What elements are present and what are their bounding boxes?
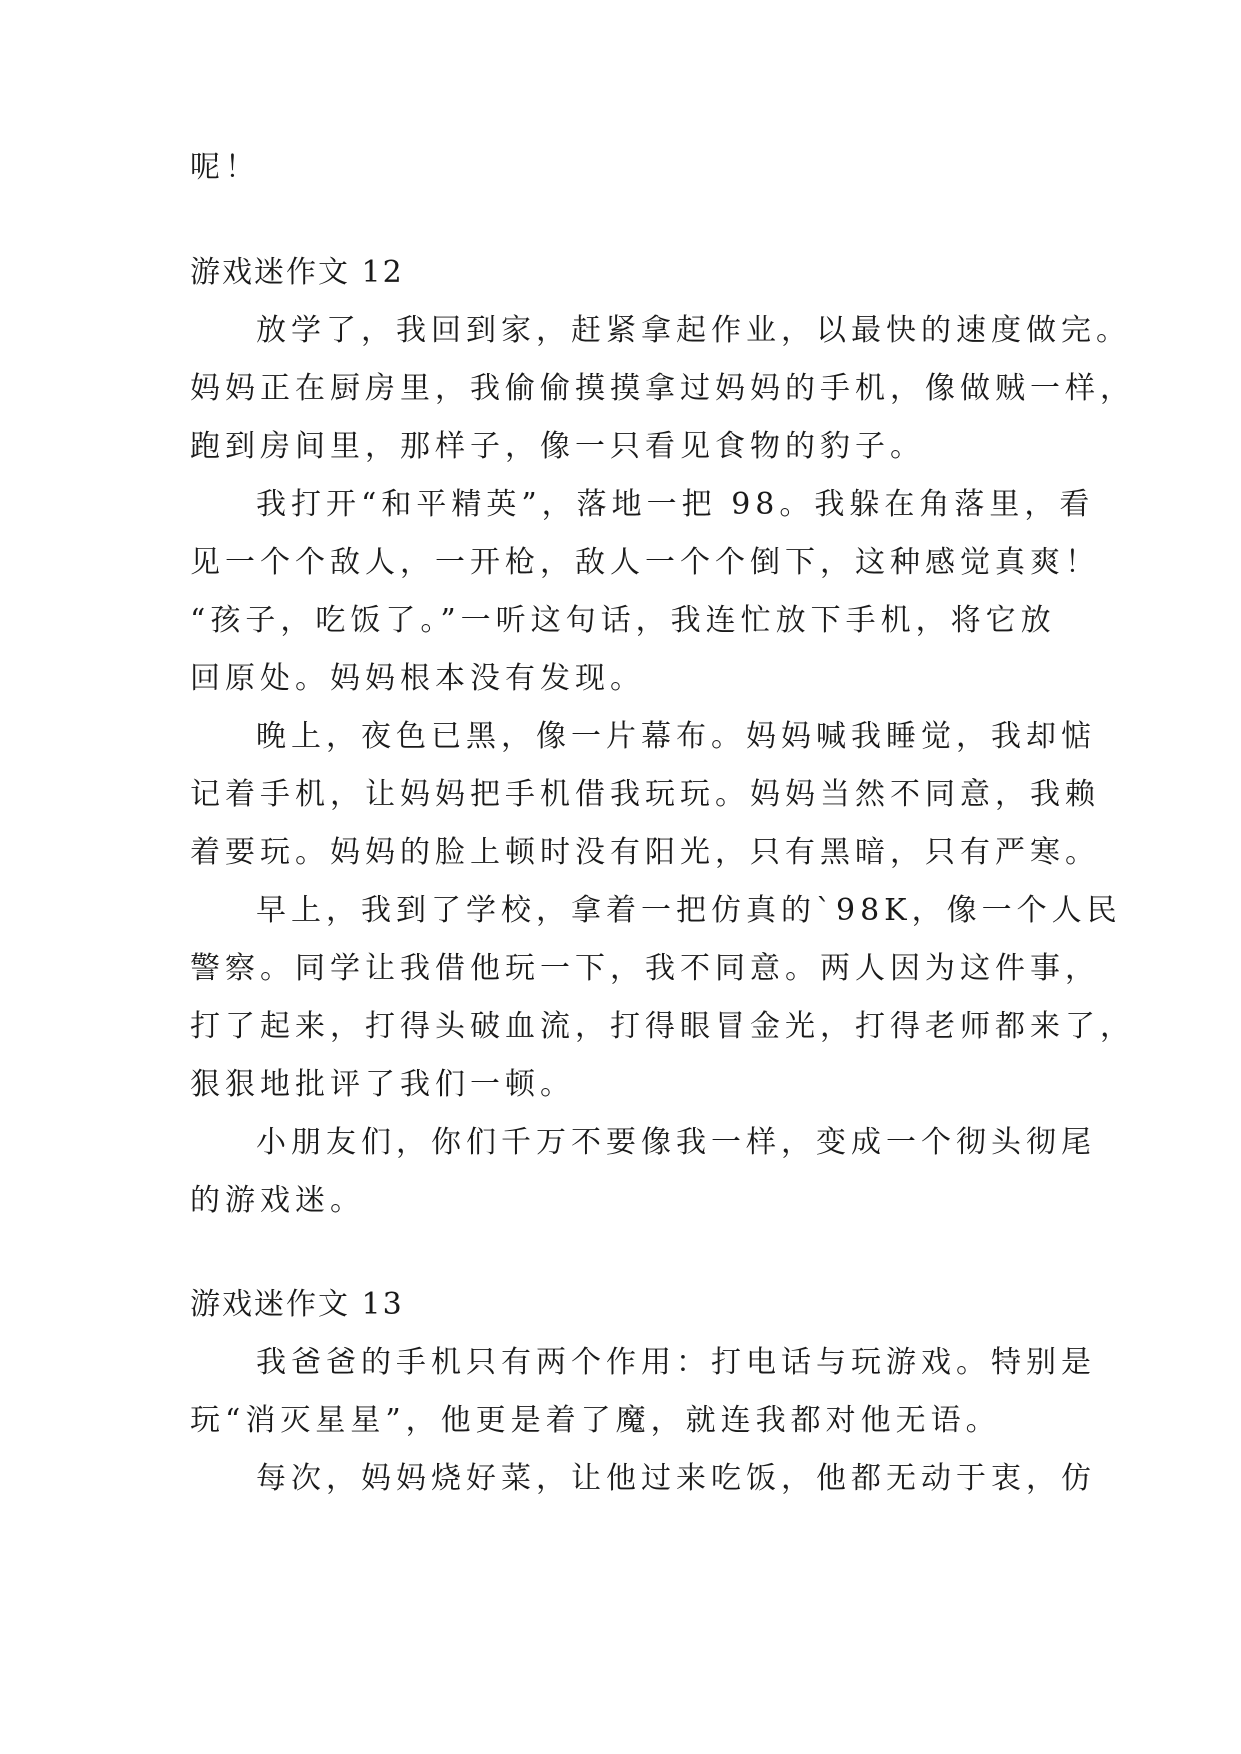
paragraph-line: 每次，妈妈烧好菜，让他过来吃饭，他都无动于衷，仿 [256, 1461, 1096, 1496]
paragraph-line: 放学了，我回到家，赶紧拿起作业，以最快的速度做完。 [256, 313, 1131, 348]
paragraph-line: 我爸爸的手机只有两个作用：打电话与玩游戏。特别是 [256, 1345, 1096, 1380]
paragraph-line: 的游戏迷。 [190, 1183, 365, 1218]
paragraph-line: 着要玩。妈妈的脸上顿时没有阳光，只有黑暗，只有严寒。 [190, 835, 1100, 870]
paragraph-line: 警察。同学让我借他玩一下，我不同意。两人因为这件事， [190, 951, 1100, 986]
text-line: 呢！ [190, 150, 260, 185]
paragraph-line: 狠狠地批评了我们一顿。 [190, 1067, 575, 1102]
paragraph-line: “孩子，吃饭了。”一听这句话，我连忙放下手机，将它放 [190, 603, 1056, 638]
paragraph-line: 我打开“和平精英”，落地一把 98。我躲在角落里，看 [256, 487, 1095, 522]
paragraph-line: 玩“消灭星星”，他更是着了魔，就连我都对他无语。 [190, 1403, 1001, 1438]
section-title: 游戏迷作文 12 [190, 255, 404, 290]
paragraph-line: 见一个个敌人，一开枪，敌人一个个倒下，这种感觉真爽！ [190, 545, 1100, 580]
paragraph-line: 小朋友们，你们千万不要像我一样，变成一个彻头彻尾 [256, 1125, 1096, 1160]
paragraph-line: 回原处。妈妈根本没有发现。 [190, 661, 645, 696]
paragraph-line: 打了起来，打得头破血流，打得眼冒金光，打得老师都来了， [190, 1009, 1135, 1044]
paragraph-line: 晚上，夜色已黑，像一片幕布。妈妈喊我睡觉，我却惦 [256, 719, 1096, 754]
section-title: 游戏迷作文 13 [190, 1287, 404, 1322]
paragraph-line: 妈妈正在厨房里，我偷偷摸摸拿过妈妈的手机，像做贼一样， [190, 371, 1135, 406]
paragraph-line: 记着手机，让妈妈把手机借我玩玩。妈妈当然不同意，我赖 [190, 777, 1100, 812]
paragraph-line: 跑到房间里，那样子，像一只看见食物的豹子。 [190, 429, 925, 464]
paragraph-line: 早上，我到了学校，拿着一把仿真的`98K，像一个人民 [256, 893, 1122, 928]
